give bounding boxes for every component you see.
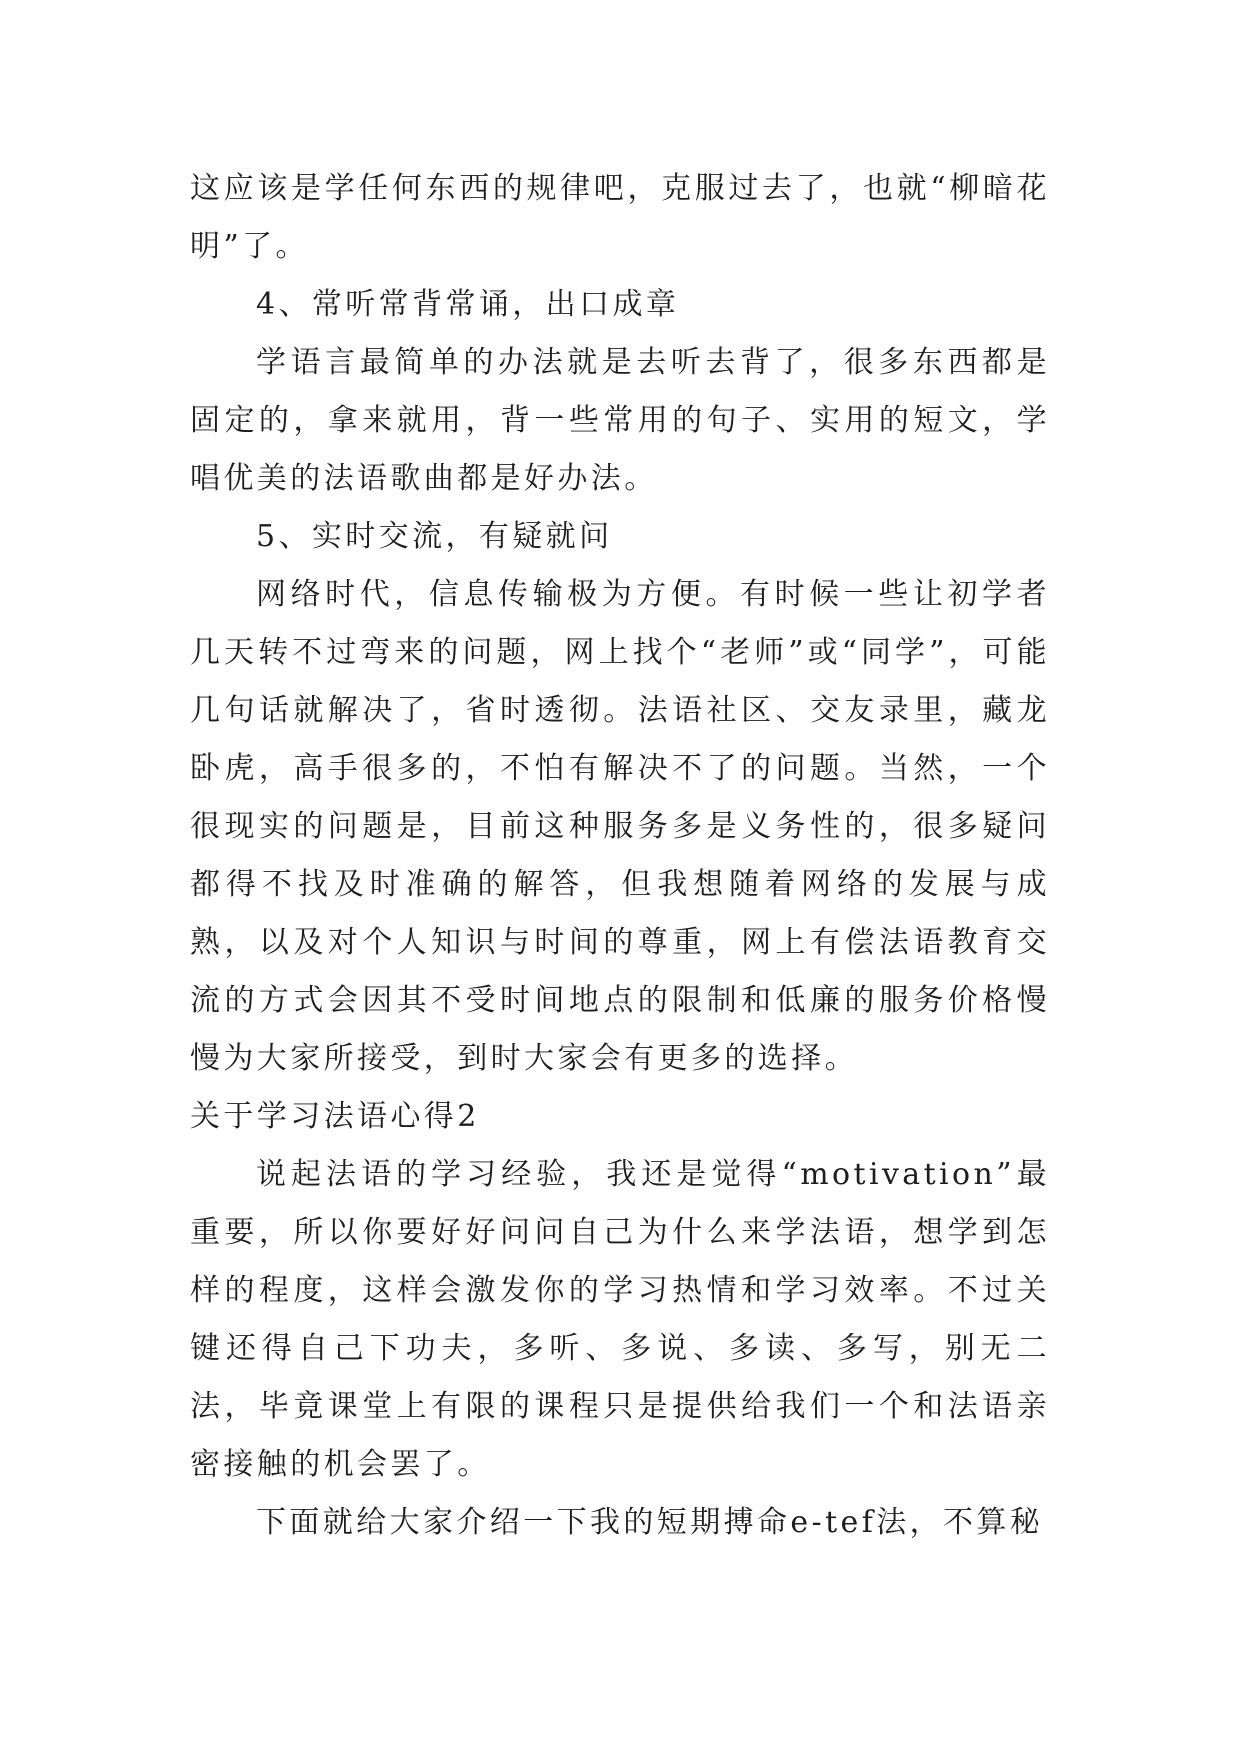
paragraph-motivation: 说起法语的学习经验，我还是觉得“motivation”最重要，所以你要好好问问自己为什么来学法语，想学到怎样的程度，这样会激发你的学习热情和学习效率。不过关键还得自己下功夫，多听、多说、多读、多写，别无二法，毕竟课堂上有限的课程只是提供给我们一个和法语亲密接触的机会罢了。 [190, 1157, 1050, 1482]
document-body [190, 160, 1050, 1552]
section-heading-5: 5、实时交流，有疑就问 [256, 519, 613, 554]
paragraph-continuation: 这应该是学任何东西的规律吧，克服过去了，也就“柳暗花明”了。 [190, 171, 1050, 264]
paragraph-listening: 学语言最简单的办法就是去听去背了，很多东西都是固定的，拿来就用，背一些常用的句子、实用的短文，学唱优美的法语歌曲都是好办法。 [190, 345, 1050, 496]
paragraph-etef-method: 下面就给大家介绍一下我的短期搏命e-tef法，不算秘 [256, 1505, 1044, 1540]
section-heading-4: 4、常听常背常诵，出口成章 [256, 287, 680, 322]
article-title-2: 关于学习法语心得2 [190, 1099, 480, 1134]
paragraph-online-exchange: 网络时代，信息传输极为方便。有时候一些让初学者几天转不过弯来的问题，网上找个“老师”或“同学”，可能几句话就解决了，省时透彻。法语社区、交友录里，藏龙卧虎，高手很多的，不怕有解决不了的问题。当然，一个很现实的问题是，目前这种服务多是义务性的，很多疑问都得不找及时准确的解答，但我想随着网络的发展与成熟，以及对个人知识与时间的尊重，网上有偿法语教育交流的方式会因其不受时间地点的限制和低廉的服务价格慢慢为大家所接受，到时大家会有更多的选择。 [190, 577, 1050, 1076]
